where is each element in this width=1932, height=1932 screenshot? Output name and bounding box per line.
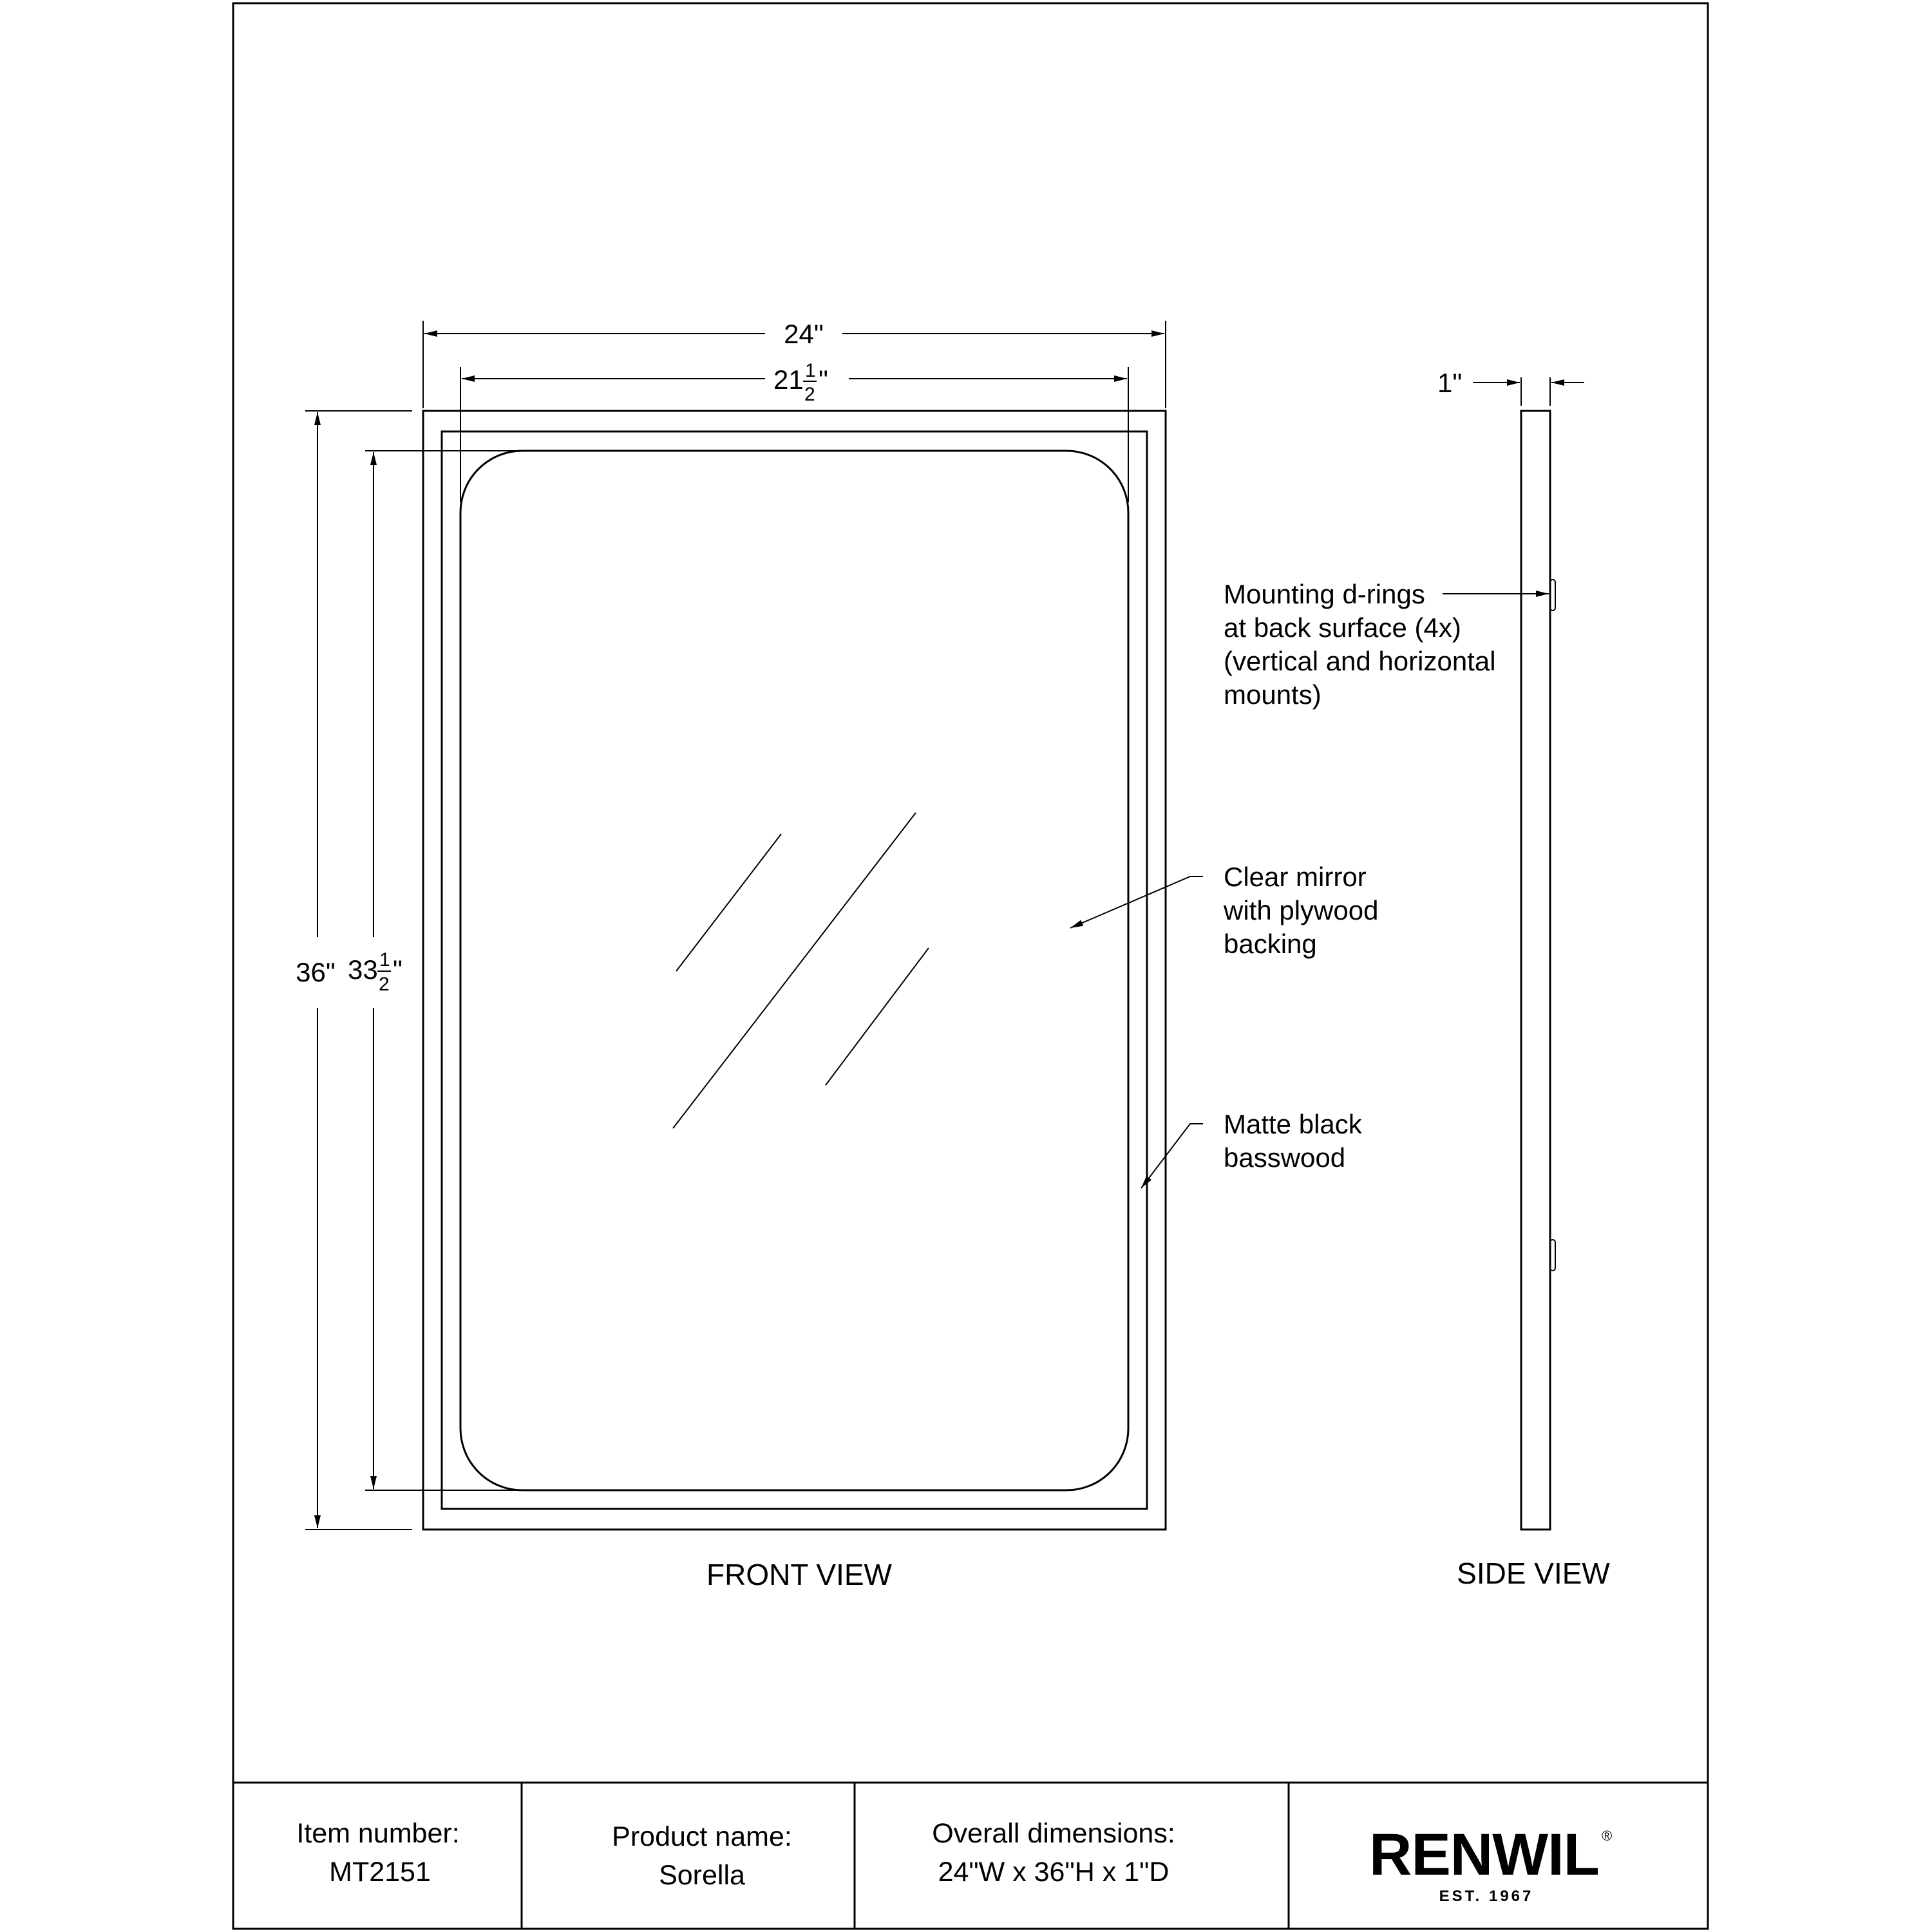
inner-height-whole: 33 — [348, 954, 378, 985]
inner-width-whole: 21 — [773, 365, 804, 395]
front-view — [423, 411, 1166, 1530]
svg-text:mounts): mounts) — [1224, 679, 1321, 710]
overall-width-label: 24" — [784, 319, 824, 349]
callout-d-rings — [1224, 579, 1549, 710]
inner-width-inch: " — [819, 365, 828, 395]
svg-text:Matte black: Matte black — [1224, 1109, 1362, 1139]
overall-height-label: 36" — [296, 957, 336, 987]
product-name-label: Product name: — [612, 1821, 792, 1852]
inner-height-inch: " — [393, 954, 402, 985]
title-block — [233, 1783, 1708, 1929]
side-view — [1521, 411, 1555, 1530]
dim-overall-width — [423, 319, 1166, 408]
inner-width-frac-den: 2 — [804, 384, 815, 405]
callout-mirror — [1070, 862, 1378, 959]
callout-frame — [1141, 1109, 1363, 1188]
product-name-value: Sorella — [659, 1860, 745, 1891]
dim-depth — [1437, 368, 1584, 406]
sheet-border — [233, 3, 1708, 1929]
svg-text:(vertical and horizontal: (vertical and horizontal — [1224, 646, 1496, 676]
svg-text:Mounting d-rings: Mounting d-rings — [1224, 579, 1425, 609]
front-view-label: FRONT VIEW — [706, 1558, 892, 1591]
item-number-label: Item number: — [296, 1818, 460, 1849]
inner-height-frac-num: 1 — [379, 949, 390, 971]
side-view-label: SIDE VIEW — [1457, 1557, 1610, 1590]
depth-label: 1" — [1437, 368, 1463, 398]
renwil-logo: RENWIL — [1369, 1822, 1599, 1888]
svg-text:with plywood: with plywood — [1224, 895, 1379, 925]
svg-text:at back surface (4x): at back surface (4x) — [1224, 612, 1461, 643]
registered-mark: ® — [1602, 1828, 1613, 1844]
svg-text:backing: backing — [1224, 929, 1317, 959]
side-profile — [1521, 411, 1550, 1530]
overall-dimensions-value: 24"W x 36"H x 1"D — [938, 1857, 1170, 1888]
reflection-line-1 — [676, 834, 781, 971]
svg-text:basswood: basswood — [1224, 1142, 1346, 1173]
reflection-line-2 — [673, 813, 916, 1128]
inner-height-frac-den: 2 — [379, 974, 390, 995]
svg-text:Clear mirror: Clear mirror — [1224, 862, 1367, 892]
overall-dimensions-label: Overall dimensions: — [932, 1818, 1175, 1849]
established-label: EST. 1967 — [1439, 1888, 1534, 1905]
inner-width-frac-num: 1 — [805, 360, 816, 381]
dim-inner-height — [348, 451, 515, 1490]
reflection-line-3 — [826, 948, 929, 1085]
item-number-value: MT2151 — [329, 1857, 431, 1888]
